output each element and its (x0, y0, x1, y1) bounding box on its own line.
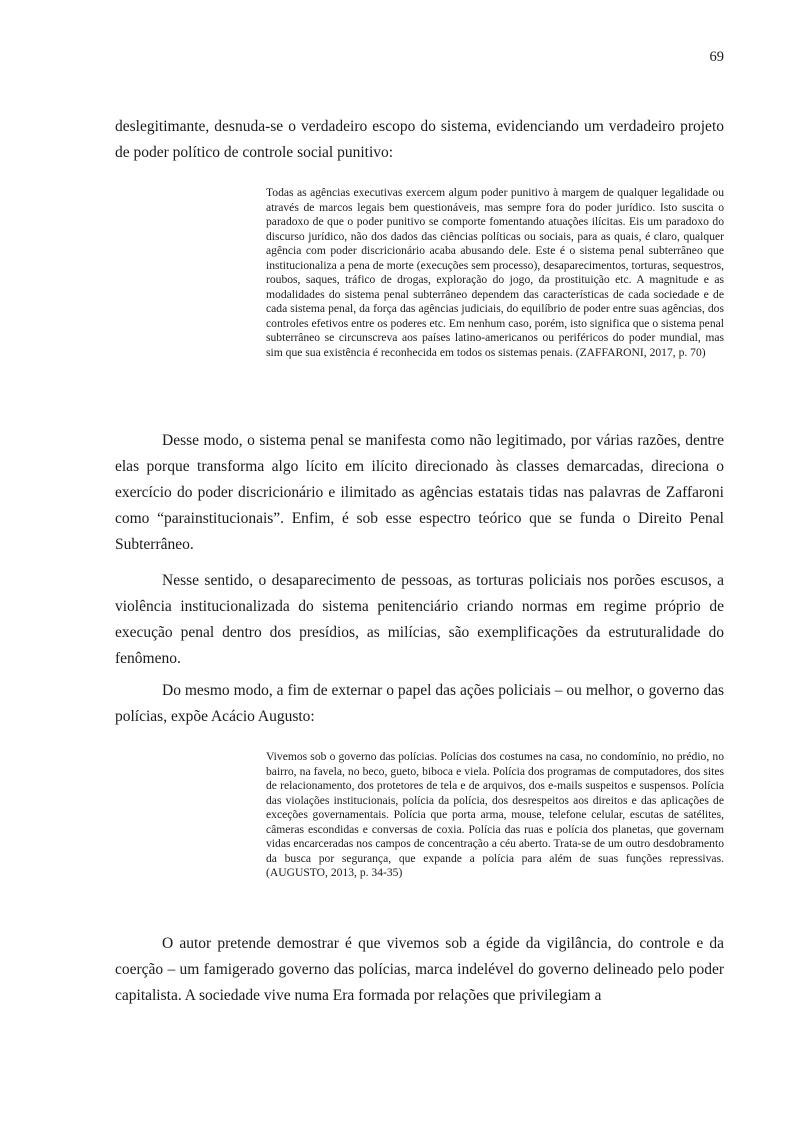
body-paragraph: Nesse sentido, o desaparecimento de pessoas, as torturas policiais nos porões escusos, a violência institucionalizada do sistema penitenciário criando normas em regime próprio de execução penal dentro dos presídios, as milícias, são exemplificações da estruturalidade do fenômeno. (115, 572, 724, 667)
body-paragraph: deslegitimante, desnuda-se o verdadeiro escopo do sistema, evidenciando um verdadeiro projeto de poder político de controle social punitivo: (115, 118, 724, 161)
block-quote: Todas as agências executivas exercem algum poder punitivo à margem de qualquer legalidade ou através de marcos legais bem questionáveis, mas sempre fora do poder jurídico. Isto suscita o paradoxo de que o poder punitivo se comporte fomentando atuações ilícitas. Eis um paradoxo do discurso jurídico, não dos dados das ciências políticas ou sociais, para as quais, é claro, qualquer agência com poder discricionário acaba abusando dele. Este é o sistema penal subterrâneo que institucionaliza a pena de morte (execuções sem processo), desaparecimentos, torturas, sequestros, roubos, saques, tráfico de drogas, exploração do jogo, da prostituição etc. A magnitude e as modalidades do sistema penal subterrâneo dependem das características de cada sociedade e de cada sistema penal, da força das agências judiciais, do equilíbrio de poder entre suas agências, dos controles efetivos entre os poderes etc. Em nenhum caso, porém, isto significa que o sistema penal subterrâneo se circunscreva aos países latino-americanos ou periféricos do poder mundial, mas sim que sua existência é reconhecida em todos os sistemas penais. (ZAFFARONI, 2017, p. 70) (266, 186, 724, 360)
body-paragraph: Do mesmo modo, a fim de externar o papel das ações policiais – ou melhor, o governo das polícias, expõe Acácio Augusto: (115, 682, 724, 725)
body-paragraph: Desse modo, o sistema penal se manifesta como não legitimado, por várias razões, dentre elas porque transforma algo lícito em ilícito direcionado às classes demarcadas, direciona o exercício do poder discricionário e ilimitado as agências estatais tidas nas palavras de Zaffaroni como “parainstitucionais”. Enfim, é sob esse espectro teórico que se funda o Direito Penal Subterrâneo. (115, 432, 724, 553)
body-paragraph: O autor pretende demostrar é que vivemos sob a égide da vigilância, do controle e da coerção – um famigerado governo das polícias, marca indelével do governo delineado pelo poder capitalista. A sociedade vive numa Era formada por relações que privilegiam a (115, 935, 724, 1004)
page-number: 69 (709, 49, 724, 65)
block-quote: Vivemos sob o governo das polícias. Polícias dos costumes na casa, no condomínio, no prédio, no bairro, na favela, no beco, gueto, biboca e viela. Polícia dos programas de computadores, dos sites de relacionamento, dos protetores de tela e de arquivos, dos e-mails suspeitos e suspensos. Polícia das violações institucionais, polícia da polícia, dos desrespeitos aos direitos e das aplicações de exceções governamentais. Polícia que porta arma, mouse, telefone celular, escutas de satélites, câmeras escondidas e conversas de coxia. Polícia das ruas e polícia dos planetas, que governam vidas encarceradas nos campos de concentração a céu aberto. Trata-se de um outro desdobramento da busca por segurança, que expande a polícia para além de suas funções repressivas. (AUGUSTO, 2013, p. 34-35) (266, 750, 724, 880)
